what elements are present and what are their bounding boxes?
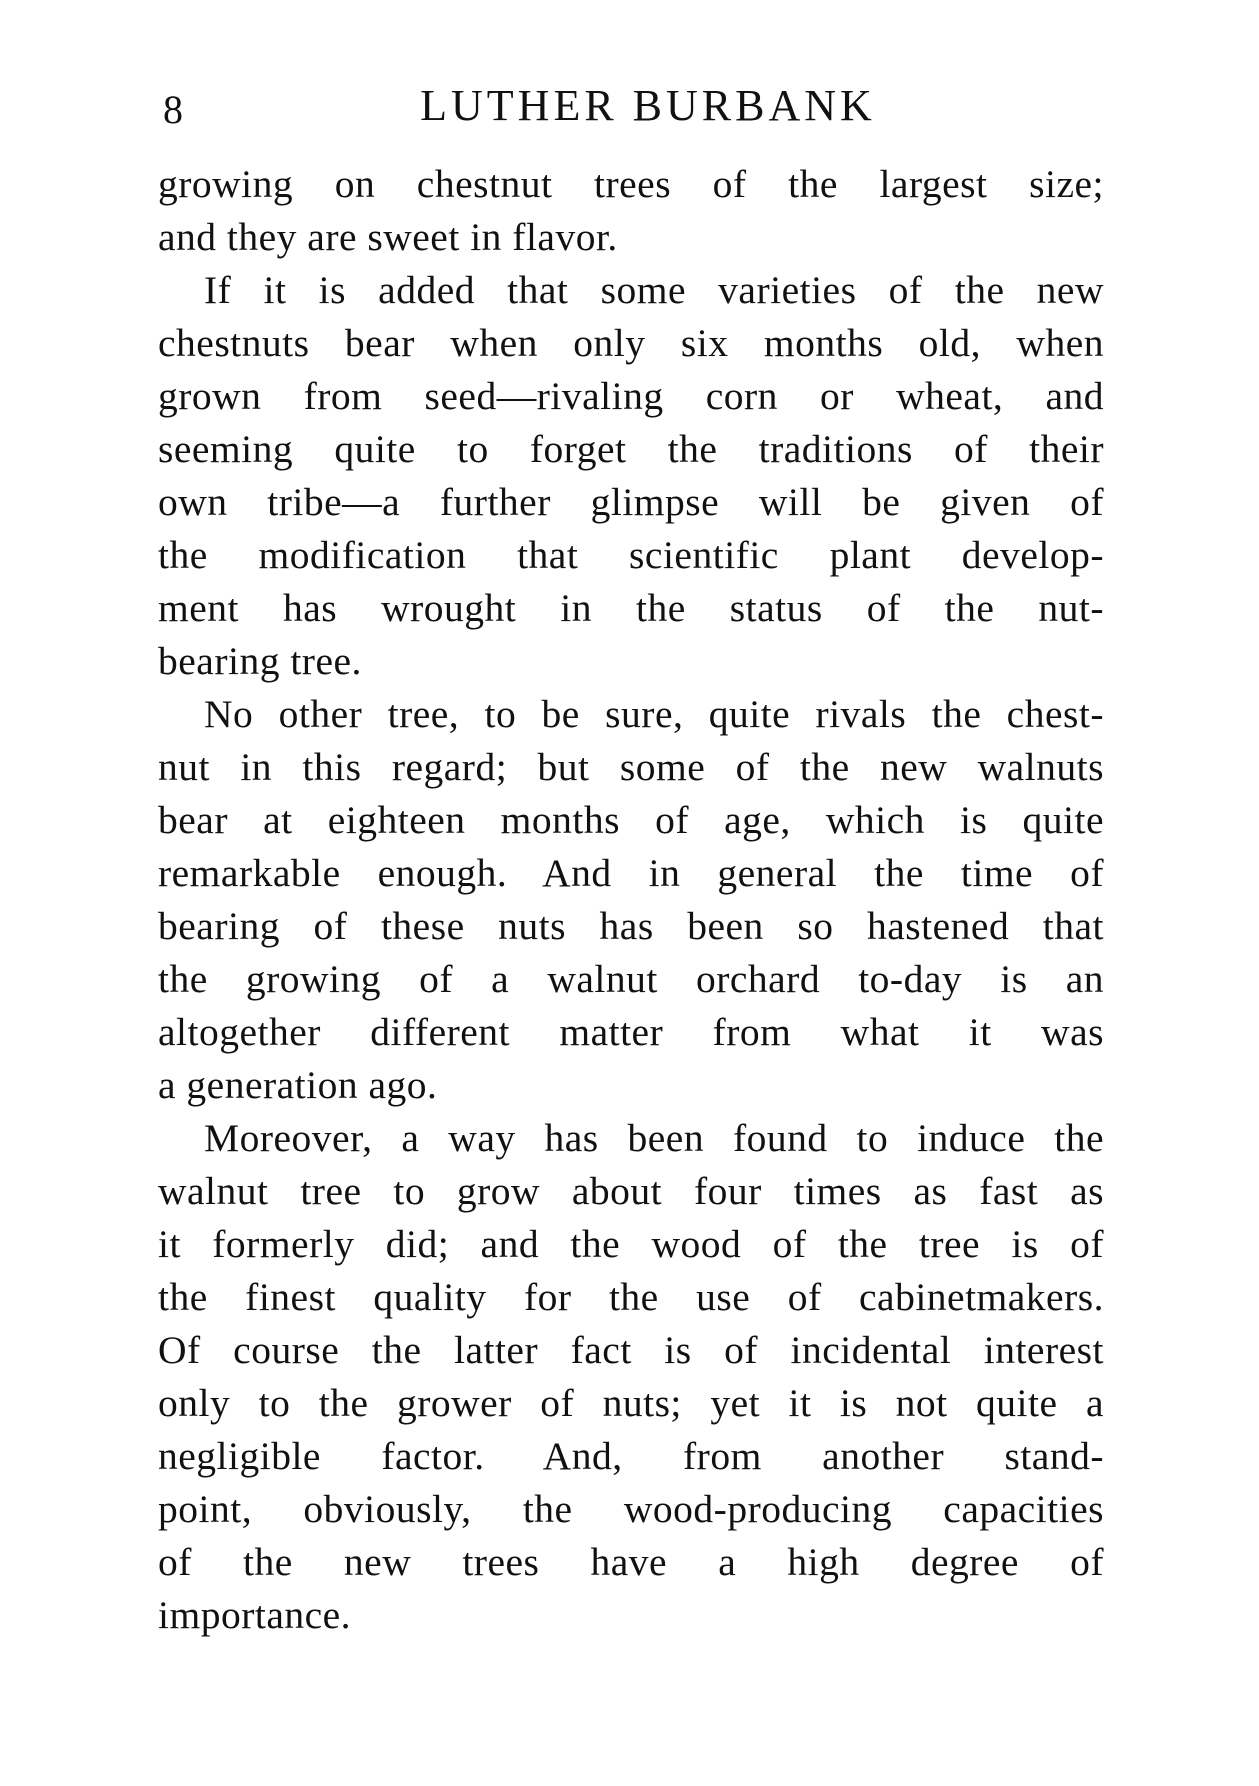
text-line: point, obviously, the wood-producing capacities	[158, 1487, 1104, 1531]
text-line: Of course the latter fact is of incidental interest	[158, 1328, 1104, 1372]
text-line: only to the grower of nuts; yet it is not quite a	[158, 1381, 1104, 1425]
running-title: LUTHER BURBANK	[420, 81, 876, 130]
text-line: grown from seed—rivaling corn or wheat, and	[158, 374, 1104, 418]
page-header	[163, 80, 1103, 140]
text-line: If it is added that some varieties of the new	[204, 268, 1104, 312]
text-line: of the new trees have a high degree of	[158, 1540, 1104, 1584]
body-text	[158, 158, 1104, 1642]
text-line: importance.	[158, 1593, 352, 1637]
text-line: Moreover, a way has been found to induce the	[204, 1116, 1104, 1160]
text-line: the modification that scientific plant develop-	[158, 533, 1104, 577]
text-line: own tribe—a further glimpse will be given of	[158, 480, 1104, 524]
text-line: bearing of these nuts has been so hastened that	[158, 904, 1104, 948]
text-line: growing on chestnut trees of the largest size;	[158, 162, 1104, 206]
paragraph	[158, 264, 1104, 688]
text-line: the growing of a walnut orchard to-day is an	[158, 957, 1104, 1001]
text-line: bear at eighteen months of age, which is quite	[158, 798, 1104, 842]
text-line: walnut tree to grow about four times as fast as	[158, 1169, 1104, 1213]
text-line: ment has wrought in the status of the nut-	[158, 586, 1104, 630]
text-line: and they are sweet in flavor.	[158, 215, 618, 259]
text-line: it formerly did; and the wood of the tree is of	[158, 1222, 1104, 1266]
paragraph	[158, 1112, 1104, 1642]
text-line: No other tree, to be sure, quite rivals the chest-	[204, 692, 1104, 736]
text-line: remarkable enough. And in general the time of	[158, 851, 1104, 895]
text-line: a generation ago.	[158, 1063, 438, 1107]
text-line: altogether different matter from what it was	[158, 1010, 1104, 1054]
text-line: nut in this regard; but some of the new walnuts	[158, 745, 1104, 789]
text-line: seeming quite to forget the traditions of their	[158, 427, 1104, 471]
text-line: the finest quality for the use of cabinetmakers.	[158, 1275, 1104, 1319]
page-number: 8	[163, 87, 184, 132]
text-line: chestnuts bear when only six months old, when	[158, 321, 1104, 365]
paragraph	[158, 688, 1104, 1112]
paragraph	[158, 158, 1104, 264]
text-line: bearing tree.	[158, 639, 362, 683]
text-line: negligible factor. And, from another stand-	[158, 1434, 1104, 1478]
